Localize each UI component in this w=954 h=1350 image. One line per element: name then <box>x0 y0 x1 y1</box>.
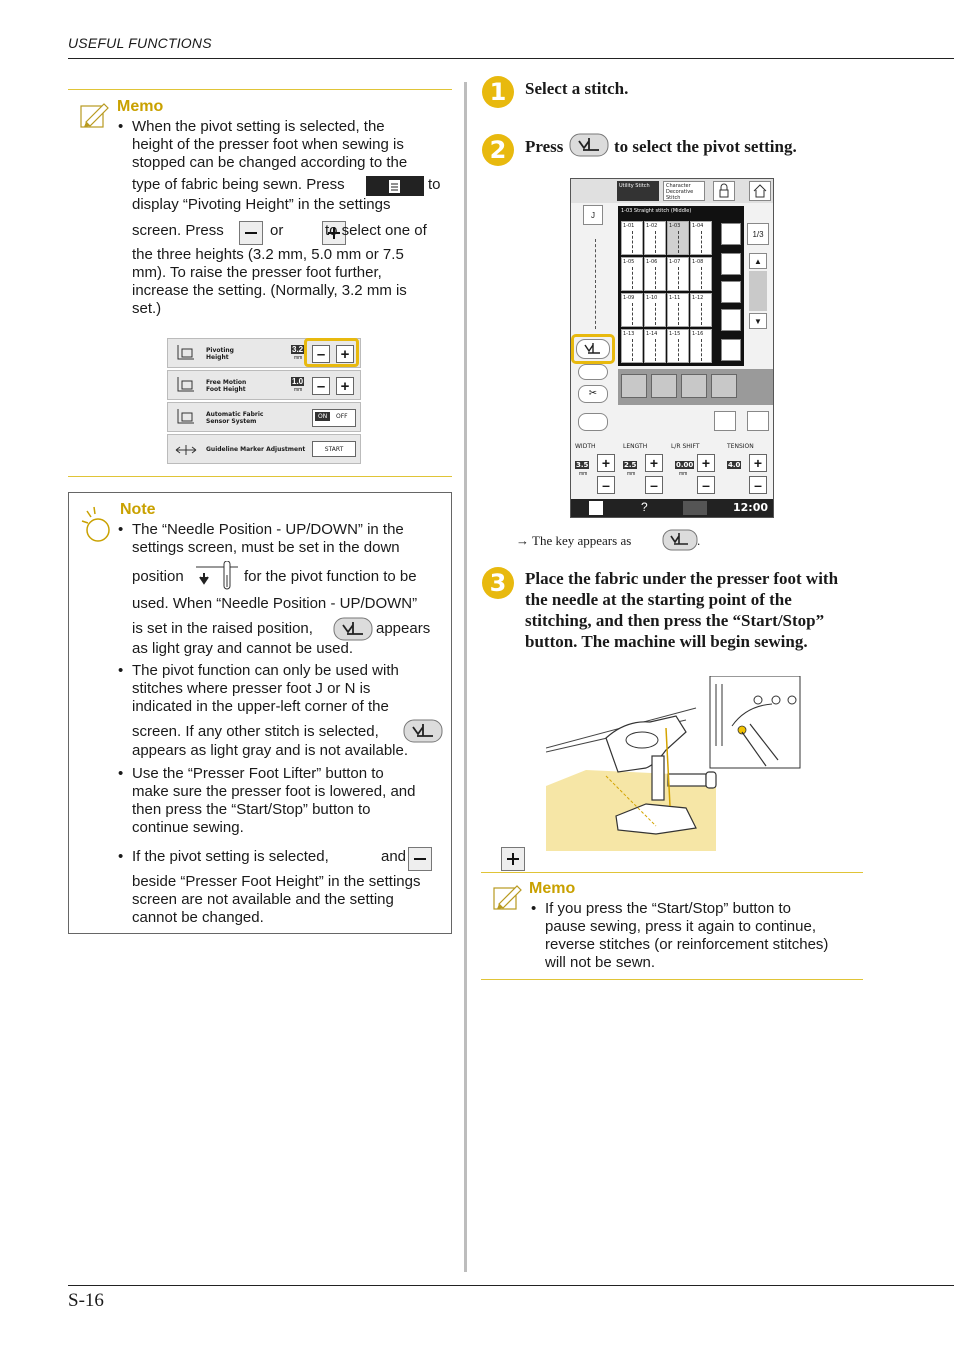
lcd-needle-button[interactable] <box>578 413 608 431</box>
memo-pencil-icon <box>493 884 523 915</box>
lcd-decrease-button[interactable]: – <box>645 476 663 494</box>
lcd-shift-label: L/R SHIFT <box>671 443 700 450</box>
pivot-minus-button[interactable]: – <box>312 345 330 363</box>
text-line: stopped can be changed according to the <box>132 154 408 171</box>
text-line: stitching, and then press the “Start/Stop” <box>525 611 825 630</box>
text-line: used. When “Needle Position - UP/DOWN” <box>132 595 418 612</box>
text-line: will not be sewn. <box>545 954 656 971</box>
text-line: indicated in the upper-left corner of the <box>132 698 389 715</box>
lcd-length-label: LENGTH <box>623 443 648 450</box>
lcd-decrease-button[interactable]: – <box>597 476 615 494</box>
text-fragment: is set in the raised position, <box>132 620 313 637</box>
header-rule <box>68 58 954 59</box>
sewing-illustration <box>546 676 802 851</box>
lcd-setting-unit: mm <box>679 471 688 477</box>
lcd-setting-unit: mm <box>579 471 588 477</box>
lcd-stitch-key[interactable] <box>621 257 643 291</box>
lcd-stitch-key[interactable] <box>690 293 712 327</box>
settings-row-fabric-sensor <box>167 402 361 432</box>
note-b3-text <box>132 765 448 837</box>
memo-pencil-icon <box>80 102 110 133</box>
settings-row-label: Free Motion Foot Height <box>206 379 247 393</box>
free-motion-minus-button[interactable]: – <box>312 377 330 395</box>
text-line: Use the “Presser Foot Lifter” button to <box>132 765 384 782</box>
text-line: The pivot function can only be used with <box>132 662 399 679</box>
text-line: button. The machine will begin sewing. <box>525 632 808 651</box>
lcd-stitch-code: 1-14 <box>646 331 658 337</box>
lcd-decrease-button[interactable]: – <box>749 476 767 494</box>
lcd-edit-button[interactable] <box>721 309 741 331</box>
bullet-dot: • <box>118 521 124 538</box>
pivot-key-icon <box>403 719 443 748</box>
bullet-dot: • <box>118 118 124 135</box>
memo1-top-rule <box>68 89 452 90</box>
text-fragment: to <box>428 176 441 193</box>
lcd-stitch-key[interactable] <box>621 329 643 363</box>
lcd-scrollbar[interactable] <box>749 271 767 311</box>
lcd-stitch-code: 1-01 <box>623 223 635 229</box>
lcd-tension-label: TENSION <box>727 443 754 450</box>
lcd-book-button[interactable] <box>714 411 736 431</box>
text-line: pause sewing, press it again to continue, <box>545 918 817 935</box>
lcd-stitch-code: 1-06 <box>646 259 658 265</box>
lcd-stitch-code: 1-16 <box>692 331 704 337</box>
text-fragment: and <box>381 848 407 865</box>
pivot-key-icon <box>569 133 609 162</box>
lcd-home-button[interactable] <box>749 181 771 201</box>
text-line: screen are not available and the setting <box>132 891 394 908</box>
lcd-tab-label: Utility Stitch <box>619 183 650 189</box>
text-line: continue sewing. <box>132 819 244 836</box>
text-line: Place the fabric under the presser foot with <box>525 569 839 588</box>
lcd-stitch-code: 1-08 <box>692 259 704 265</box>
lcd-scroll-down-button[interactable]: ▼ <box>749 313 767 329</box>
lcd-needle-mode-button[interactable] <box>721 339 741 361</box>
lcd-func-button[interactable] <box>681 374 707 398</box>
note-b4-text <box>132 873 448 927</box>
settings-unit: mm <box>294 355 303 361</box>
lcd-needle-indicator <box>595 239 597 329</box>
pivot-plus-button[interactable]: + <box>336 345 354 363</box>
lcd-decrease-button[interactable]: – <box>697 476 715 494</box>
lcd-stitch-options-button[interactable] <box>721 223 741 245</box>
text-fragment: appears <box>376 620 431 637</box>
lcd-tab-character[interactable] <box>663 181 705 201</box>
lcd-stitch-code: 1-04 <box>692 223 704 229</box>
bullet-dot: • <box>531 900 537 917</box>
lcd-func-button[interactable] <box>651 374 677 398</box>
lcd-stitch-code: 1-05 <box>623 259 635 265</box>
needle-down-icon <box>196 561 238 596</box>
lcd-mirror-button[interactable] <box>721 253 741 275</box>
step-3-text <box>525 568 870 652</box>
lcd-setting-value: 3.5 <box>576 461 589 469</box>
free-motion-plus-button[interactable]: + <box>336 377 354 395</box>
text-line: then press the “Start/Stop” button to <box>132 801 371 818</box>
lcd-setting-unit: mm <box>627 471 636 477</box>
memo1-bottom-rule <box>68 476 452 477</box>
text-line: reverse stitches (or reinforcement stitches) <box>545 936 829 953</box>
step-2-number: 2 <box>482 134 514 166</box>
lcd-stitch-key[interactable] <box>667 329 689 363</box>
lcd-tab-label: Character Decorative Stitch <box>666 183 694 201</box>
lcd-stitch-key[interactable] <box>667 221 689 255</box>
lcd-stitch-key[interactable] <box>690 221 712 255</box>
lcd-increase-button[interactable]: + <box>749 454 767 472</box>
text-fragment: or <box>270 222 284 239</box>
lcd-func-button[interactable] <box>711 374 737 398</box>
bullet-dot: • <box>118 662 124 679</box>
text-line: set.) <box>132 300 162 317</box>
lcd-clock: 12:00 <box>733 501 769 514</box>
lcd-stitch-code: 1-02 <box>646 223 658 229</box>
note-title: Note <box>120 501 156 518</box>
lcd-stitch-code: 1-15 <box>669 331 681 337</box>
lcd-lock-button[interactable] <box>713 181 735 201</box>
minus-key-icon <box>408 847 432 871</box>
step-2-text-b: to select the pivot setting. <box>614 137 797 156</box>
lcd-stitch-key[interactable] <box>621 293 643 327</box>
settings-value: 3.2 <box>292 345 304 354</box>
text-line: as light gray and cannot be used. <box>132 640 353 657</box>
page-number: S-16 <box>68 1290 104 1311</box>
lcd-setting-value: 0.00 <box>676 461 694 469</box>
lcd-page-indicator <box>747 223 769 245</box>
settings-row-label: Automatic Fabric Sensor System <box>206 411 264 425</box>
highlight-frame <box>304 338 359 367</box>
text-line: make sure the presser foot is lowered, and <box>132 783 416 800</box>
text-line: When the pivot setting is selected, the <box>132 118 385 135</box>
lcd-stitch-code: 1-12 <box>692 295 704 301</box>
memo2-title: Memo <box>529 880 576 897</box>
text-fragment: position <box>132 568 184 585</box>
lcd-setting-value: 4.0 <box>728 461 741 469</box>
lcd-stitch-code: 1-09 <box>623 295 635 301</box>
settings-row-free-motion <box>167 370 361 400</box>
text-fragment: to select one of <box>325 222 427 239</box>
lcd-stitch-key[interactable] <box>644 221 666 255</box>
text-line: cannot be changed. <box>132 909 264 926</box>
text-fragment: screen. Press <box>132 222 224 239</box>
arrow-note-text-a: → The key appears as <box>516 533 632 548</box>
text-line: appears as light gray and is not available. <box>132 742 409 759</box>
bullet-dot: • <box>118 848 124 865</box>
lcd-tab-utility[interactable] <box>617 181 659 201</box>
lcd-stitch-key[interactable] <box>667 257 689 291</box>
lcd-scroll-up-button[interactable]: ▲ <box>749 253 767 269</box>
settings-row-guideline <box>167 434 361 464</box>
arrow-note-text-b: . <box>697 533 701 548</box>
lcd-func-button[interactable] <box>621 374 647 398</box>
lcd-scissors-button[interactable]: ✂ <box>578 385 608 403</box>
lcd-reverse-button[interactable] <box>578 364 608 380</box>
lcd-setting-value: 2.5 <box>624 461 637 469</box>
lcd-memory-button[interactable] <box>721 281 741 303</box>
lcd-stitch-title: 1-03 Straight stitch (Middle) <box>621 208 692 214</box>
lcd-stitch-key[interactable] <box>690 329 712 363</box>
step-1-text: Select a stitch. <box>525 79 629 98</box>
note-b1-text <box>132 521 448 557</box>
lcd-stitch-key[interactable] <box>644 293 666 327</box>
settings-screen-image <box>167 338 361 463</box>
settings-value: 1.0 <box>292 377 304 386</box>
settings-row-label: Guideline Marker Adjustment <box>206 446 306 453</box>
text-line: settings screen, must be set in the down <box>132 539 400 556</box>
bullet-dot: • <box>118 765 124 782</box>
text-line: display “Pivoting Height” in the settings <box>132 196 391 213</box>
lcd-screen-image <box>570 178 774 518</box>
lcd-width-label: WIDTH <box>575 443 596 450</box>
toggle-on: ON <box>315 412 330 421</box>
lcd-stitch-key[interactable] <box>644 257 666 291</box>
text-line: height of the presser foot when sewing is <box>132 136 404 153</box>
step-1-number: 1 <box>482 76 514 108</box>
settings-key-icon <box>366 176 424 196</box>
lcd-save-button[interactable] <box>747 411 769 431</box>
text-line: increase the setting. (Normally, 3.2 mm is <box>132 282 407 299</box>
lcd-stitch-code: 1-13 <box>623 331 635 337</box>
memo2-top-rule <box>481 872 863 873</box>
guideline-start-button[interactable]: START <box>312 441 356 457</box>
lcd-stitch-code: 1-07 <box>669 259 681 265</box>
memo1-title: Memo <box>117 98 164 115</box>
lcd-stitch-code: 1-10 <box>646 295 658 301</box>
text-line: the three heights (3.2 mm, 5.0 mm or 7.5 <box>132 246 404 263</box>
memo2-text <box>545 900 863 972</box>
lcd-page-text: 1/3 <box>752 230 764 239</box>
lcd-wlan-icon[interactable] <box>683 501 707 515</box>
text-fragment: for the pivot function to be <box>244 568 417 585</box>
lcd-stitch-code: 1-03 <box>669 223 681 229</box>
minus-key-icon <box>239 221 263 245</box>
text-line: If you press the “Start/Stop” button to <box>545 900 791 917</box>
settings-unit: mm <box>294 387 303 393</box>
memo1-text <box>132 118 452 172</box>
memo2-bottom-rule <box>481 979 863 980</box>
step-2-text-a: Press <box>525 137 564 156</box>
lcd-increase-button[interactable]: + <box>597 454 615 472</box>
settings-row-label: Pivoting Height <box>206 347 234 361</box>
toggle-off: OFF <box>336 413 348 420</box>
lcd-increase-button[interactable]: + <box>697 454 715 472</box>
sensor-toggle[interactable] <box>312 409 356 427</box>
lcd-increase-button[interactable]: + <box>645 454 663 472</box>
lcd-help-icon[interactable]: ? <box>641 500 648 514</box>
lcd-stitch-code: 1-11 <box>669 295 681 301</box>
lcd-stitch-key[interactable] <box>690 257 712 291</box>
memo1-text-rest <box>132 246 452 318</box>
footer-rule <box>68 1285 954 1286</box>
header-section-title: USEFUL FUNCTIONS <box>68 35 212 51</box>
column-divider <box>464 82 467 1272</box>
lcd-stitch-key[interactable] <box>644 329 666 363</box>
text-line: mm). To raise the presser foot further, <box>132 264 382 281</box>
note-b2-text <box>132 662 448 716</box>
text-line: beside “Presser Foot Height” in the settings <box>132 873 421 890</box>
note-lightbulb-icon <box>80 505 114 552</box>
lcd-settings-icon[interactable] <box>589 501 603 515</box>
text-line: The “Needle Position - UP/DOWN” in the <box>132 521 404 538</box>
lcd-stitch-key[interactable] <box>621 221 643 255</box>
pivot-key-icon <box>662 529 701 556</box>
text-fragment: type of fabric being sewn. Press <box>132 176 345 193</box>
step-3-number: 3 <box>482 567 514 599</box>
text-line: screen. If any other stitch is selected, <box>132 723 379 740</box>
plus-key-icon <box>501 847 525 871</box>
lcd-stitch-key[interactable] <box>667 293 689 327</box>
lcd-presser-foot-icon: J <box>583 205 603 225</box>
highlight-frame <box>571 334 615 364</box>
text-line: stitches where presser foot J or N is <box>132 680 371 697</box>
text-fragment: If the pivot setting is selected, <box>132 848 329 865</box>
text-line: the needle at the starting point of the <box>525 590 792 609</box>
